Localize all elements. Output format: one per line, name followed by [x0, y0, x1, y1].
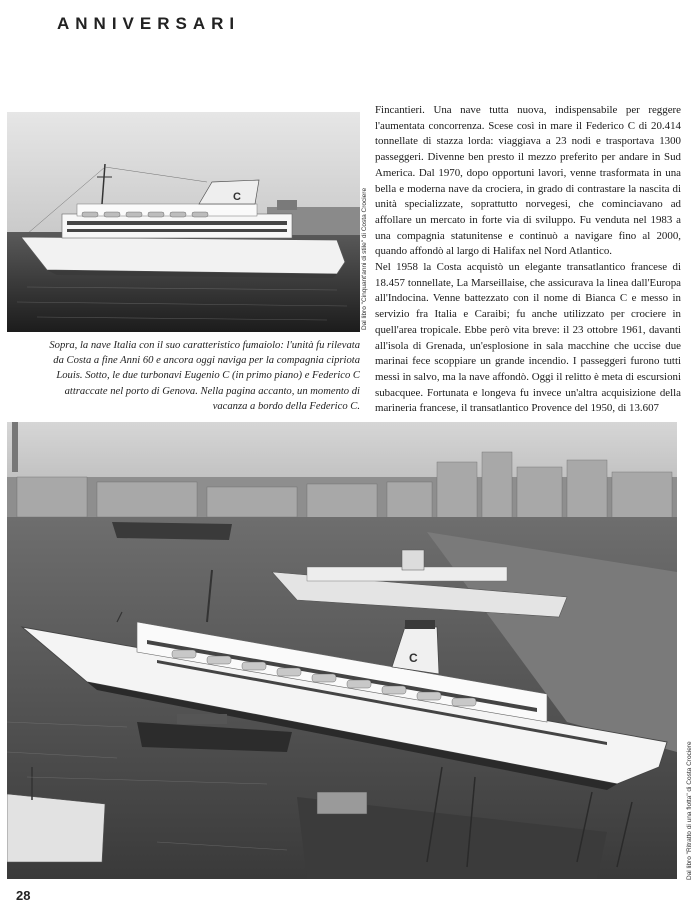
- article-paragraph: Fincantieri. Una nave tutta nuova, indispensabile per reggere l'aumentata concorrenza. Scese così in mare il Federico C di 20.414 tonnellate di stazza lorda: viaggiava a 23 nodi e trasportava 1300 passeggeri. Divenne ben presto il mezzo preferito per andare in Sud America. Dal 1970, dopo opportuni lavori, venne trasformata in una bella e moderna nave da crociera, in grado di contrastare la nascita di unità specializzate, soprattutto norvegesi, che cominciavano ad affollare un mercato in forte via di sviluppo. Fu venduta nel 1983 a una compagnia statunitense e continuò a navigare fino al 2000, quando affondò al largo di Halifax nel Nord Atlantico.: [375, 104, 681, 258]
- page-number: 28: [16, 888, 31, 903]
- photo-credit-bottom: Dal libro "Ritratto di una flotta" di Costa Crociere: [686, 741, 693, 880]
- port-genova-photo: [7, 422, 677, 879]
- article-paragraph: Nel 1958 la Costa acquistò un elegante transatlantico francese di 18.457 tonnellate, La Marseillaise, che assicurava la linea dall'Europa all'Indocina. Venne battezzato con il nome di Bianca C e messo in servizio fra Italia e Caraibi; fu anche utilizzato per crociere in quell'area tropicale. Ebbe però vita breve: il 23 ottobre 1961, davanti all'isola di Grenada, un'esplosione in sala macchine che uccise due marinai fece scoppiare un grande incendio. I passeggeri furono tutti messi in salvo, ma la nave affondò. Oggi il relitto è meta di escursioni subacquee. Fortunata e longeva fu invece un'altra acquisizione della marineria francese, il transatlantico Provence del 1950, di 13.607: [375, 261, 681, 415]
- ship-italia-image: [7, 112, 360, 332]
- funnel-letter: C: [233, 191, 241, 203]
- article-body: [375, 103, 681, 417]
- funnel-letter: C: [409, 651, 418, 665]
- photo-credit-top: Dal libro "Cinquant'anni di stile" di Costa Crociere: [361, 187, 368, 330]
- photo-caption: Sopra, la nave Italia con il suo caratteristico fumaiolo: l'unità fu rilevata da Costa a fine Anni 60 e ancora oggi naviga per la compagnia cipriota Louis. Sotto, le due turbonavi Eugenio C (in primo piano) e Federico C attraccate nel porto di Genova. Nella pagina accanto, un momento di vacanza a bordo della Federico C.: [49, 340, 360, 412]
- ship-photo-italia: [7, 112, 360, 332]
- section-header: ANNIVERSARI: [57, 14, 241, 33]
- port-genova-image: [7, 422, 677, 879]
